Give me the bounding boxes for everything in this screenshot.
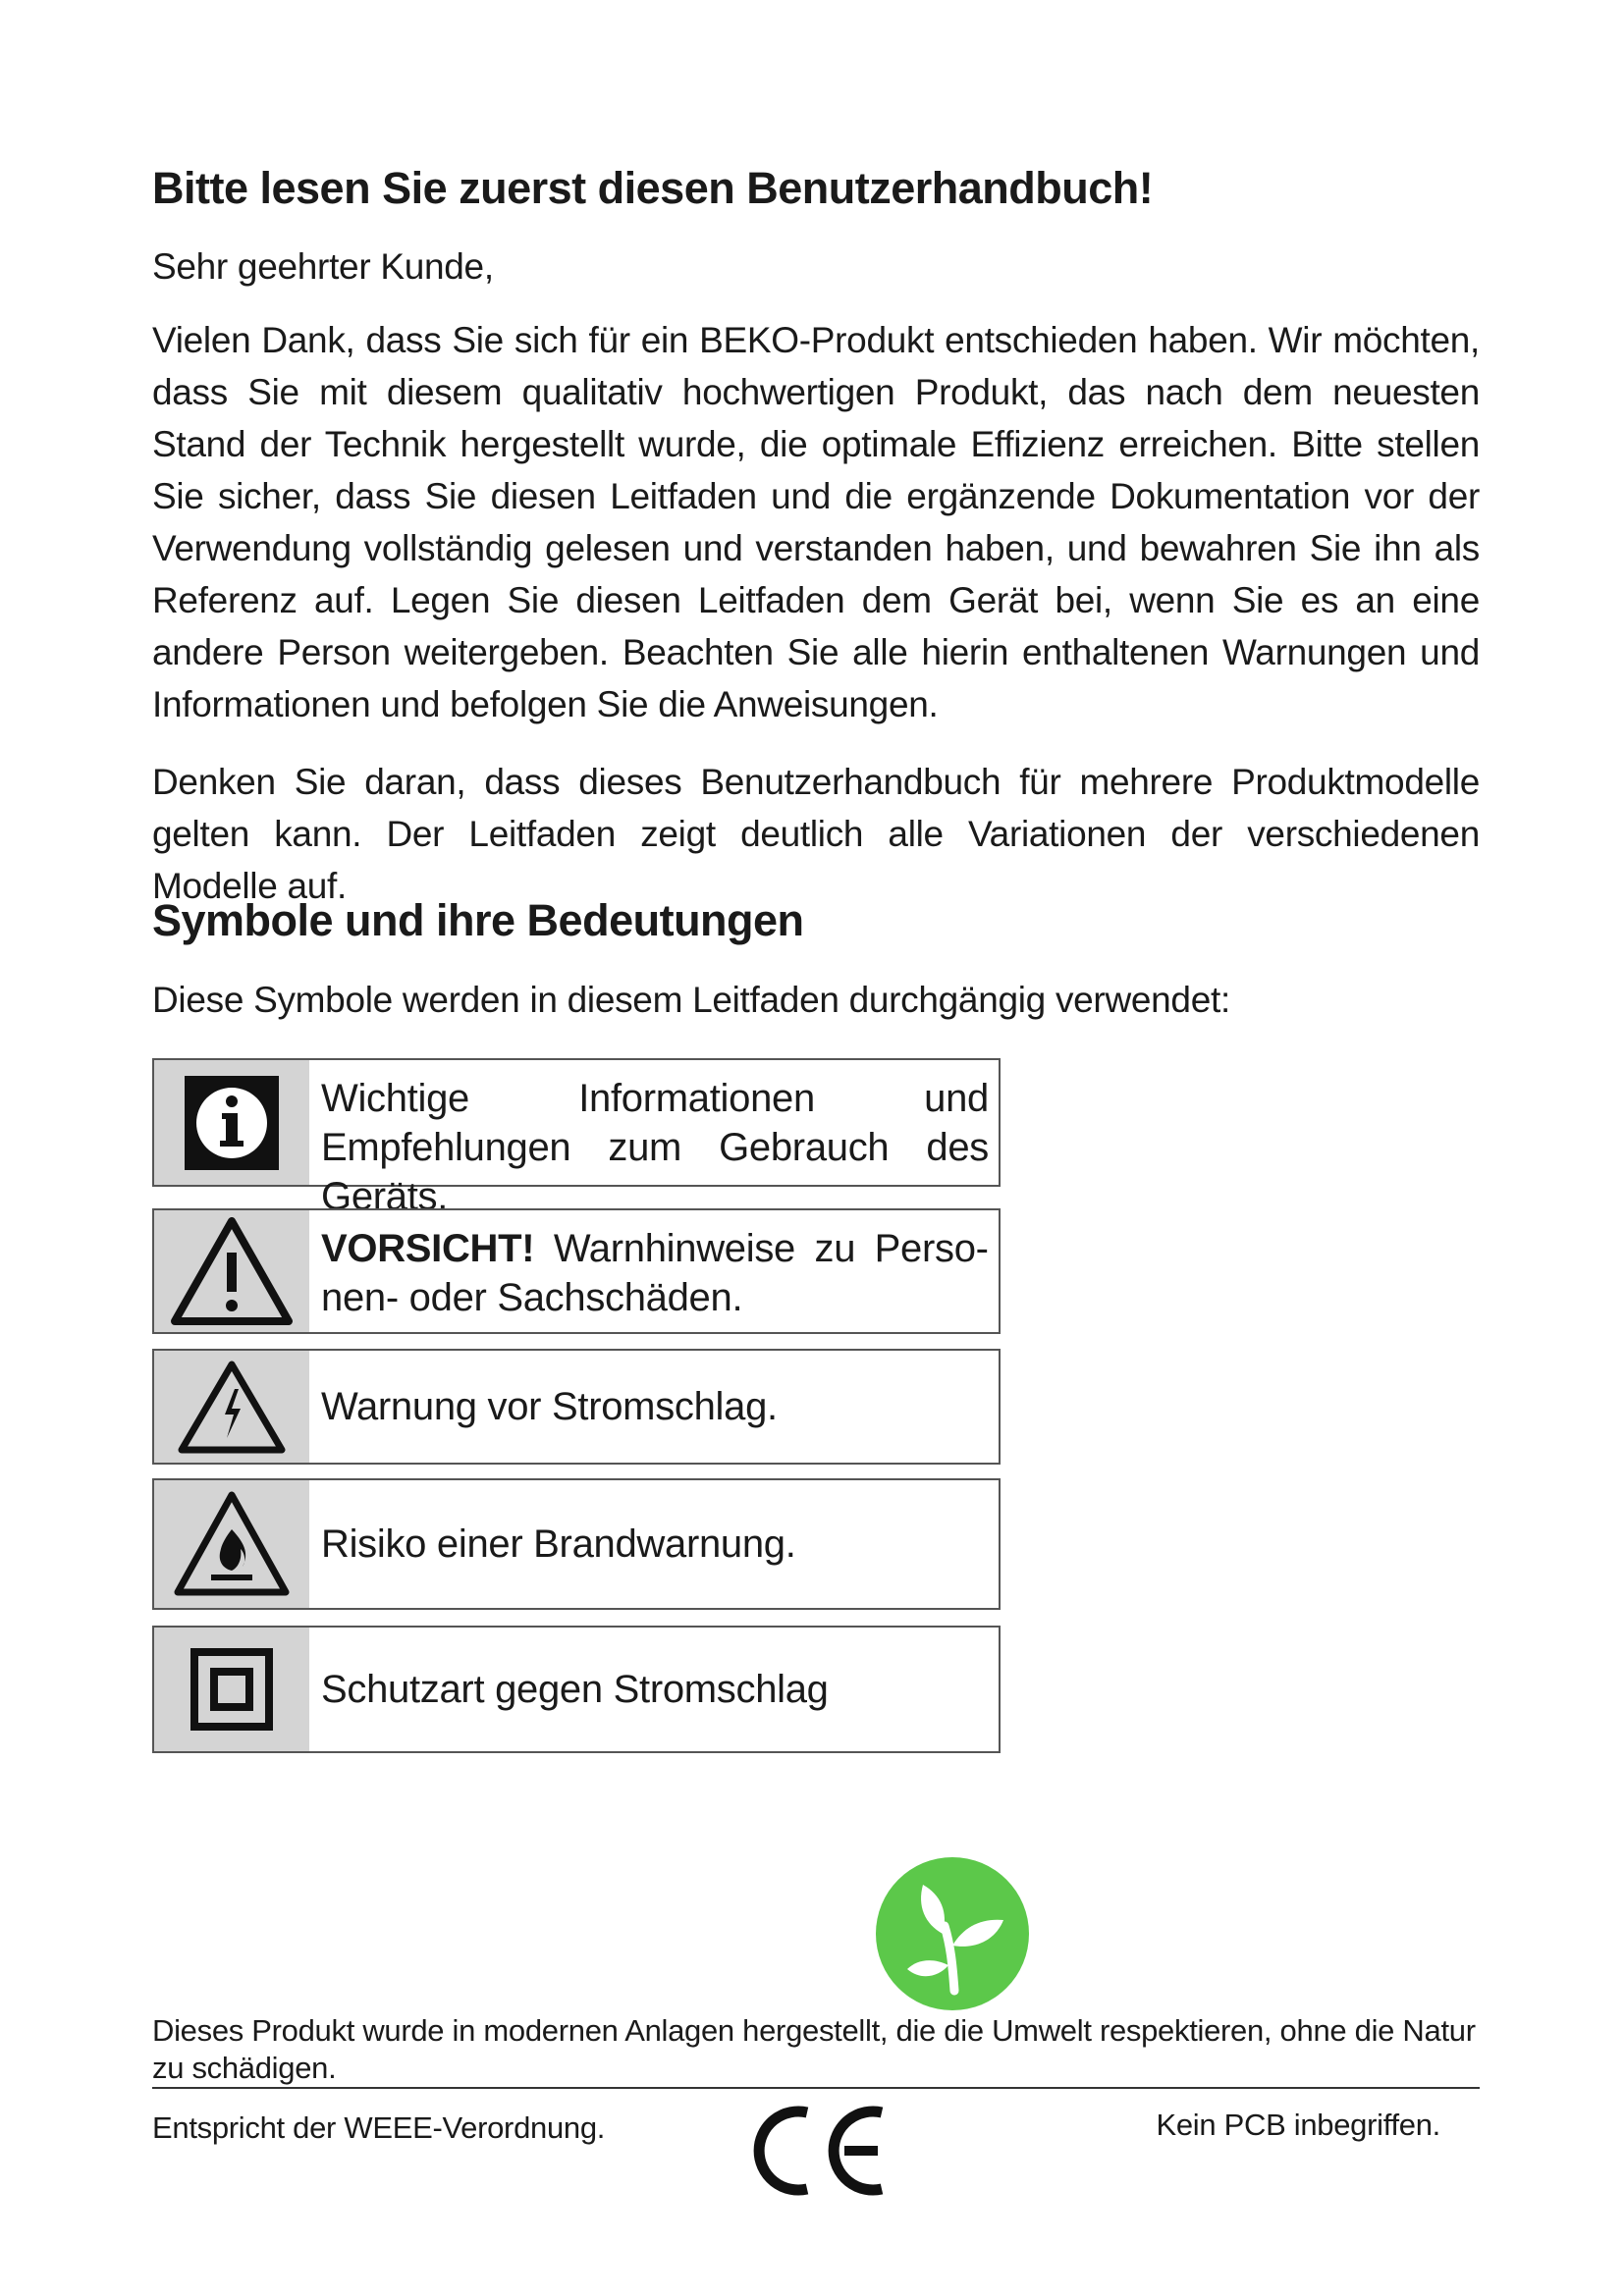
symbol-description: Schutzart gegen Stromschlag bbox=[321, 1668, 829, 1711]
info-icon bbox=[185, 1076, 279, 1170]
page-title: Bitte lesen Sie zuerst diesen Benutzerhandbuch! bbox=[152, 163, 1154, 213]
symbol-description: Warnung vor Stromschlag. bbox=[321, 1385, 778, 1428]
intro-paragraph: Vielen Dank, dass Sie sich für ein BEKO-Produkt entschieden haben. Wir möchten, dass Sie mit diesem qualitativ hochwertigen Produkt, das nach dem neuesten Stand der Technik hergestellt wurde, die optimale Effizienz erreichen. Bitte stellen Sie sicher, dass Sie diesen Leitfaden und die ergänzende Dokumentation vor der Verwendung vollständig gelesen und verstanden haben, und bewahren Sie ihn als Referenz auf. Legen Sie diesen Leitfaden dem Gerät bei, wenn Sie es an eine andere Person weitergeben. Beachten Sie alle hierin enthaltenen Warnungen und Informationen und befolgen Sie die Anweisungen. bbox=[152, 320, 1480, 724]
symbol-row bbox=[152, 1626, 1001, 1753]
caution-icon bbox=[171, 1217, 293, 1325]
symbol-description: Wichtige Informationen und Empfehlungen zum Gebrauch des Geräts. bbox=[321, 1077, 989, 1218]
symbol-row bbox=[152, 1058, 1001, 1218]
symbol-row bbox=[152, 1478, 1001, 1610]
fire-warning-icon bbox=[174, 1490, 290, 1598]
note-paragraph: Denken Sie daran, dass dieses Benutzerhandbuch für mehrere Produktmodelle gelten kann. Der Leitfaden zeigt deutlich alle Variationen der verschiedenen Modelle auf. bbox=[152, 762, 1480, 906]
greeting: Sehr geehrter Kunde, bbox=[152, 246, 494, 287]
pcb-statement: Kein PCB inbegriffen. bbox=[1156, 2108, 1440, 2142]
weee-statement: Entspricht der WEEE-Verordnung. bbox=[152, 2110, 606, 2145]
eco-leaf-logo bbox=[874, 1855, 1031, 2012]
symbol-description: Risiko einer Brandwarnung. bbox=[321, 1522, 796, 1566]
symbols-heading: Symbole und ihre Bedeutungen bbox=[152, 895, 804, 945]
caution-label: VORSICHT! bbox=[321, 1227, 535, 1270]
ce-mark bbox=[746, 2103, 893, 2199]
eco-statement: Dieses Produkt wurde in modernen Anlagen hergestellt, die die Umwelt respektieren, ohne die Natur zu schädigen. bbox=[152, 2013, 1476, 2085]
symbols-intro: Diese Symbole werden in diesem Leitfaden durchgängig verwendet: bbox=[152, 980, 1230, 1020]
symbol-row bbox=[152, 1349, 1001, 1465]
symbol-description: Warnhinweise zu Personen- oder Sachschäden. bbox=[321, 1227, 989, 1319]
electric-shock-icon bbox=[178, 1360, 286, 1454]
symbol-row bbox=[152, 1208, 1001, 1334]
divider bbox=[152, 2087, 1480, 2089]
protection-class-icon bbox=[190, 1648, 273, 1731]
